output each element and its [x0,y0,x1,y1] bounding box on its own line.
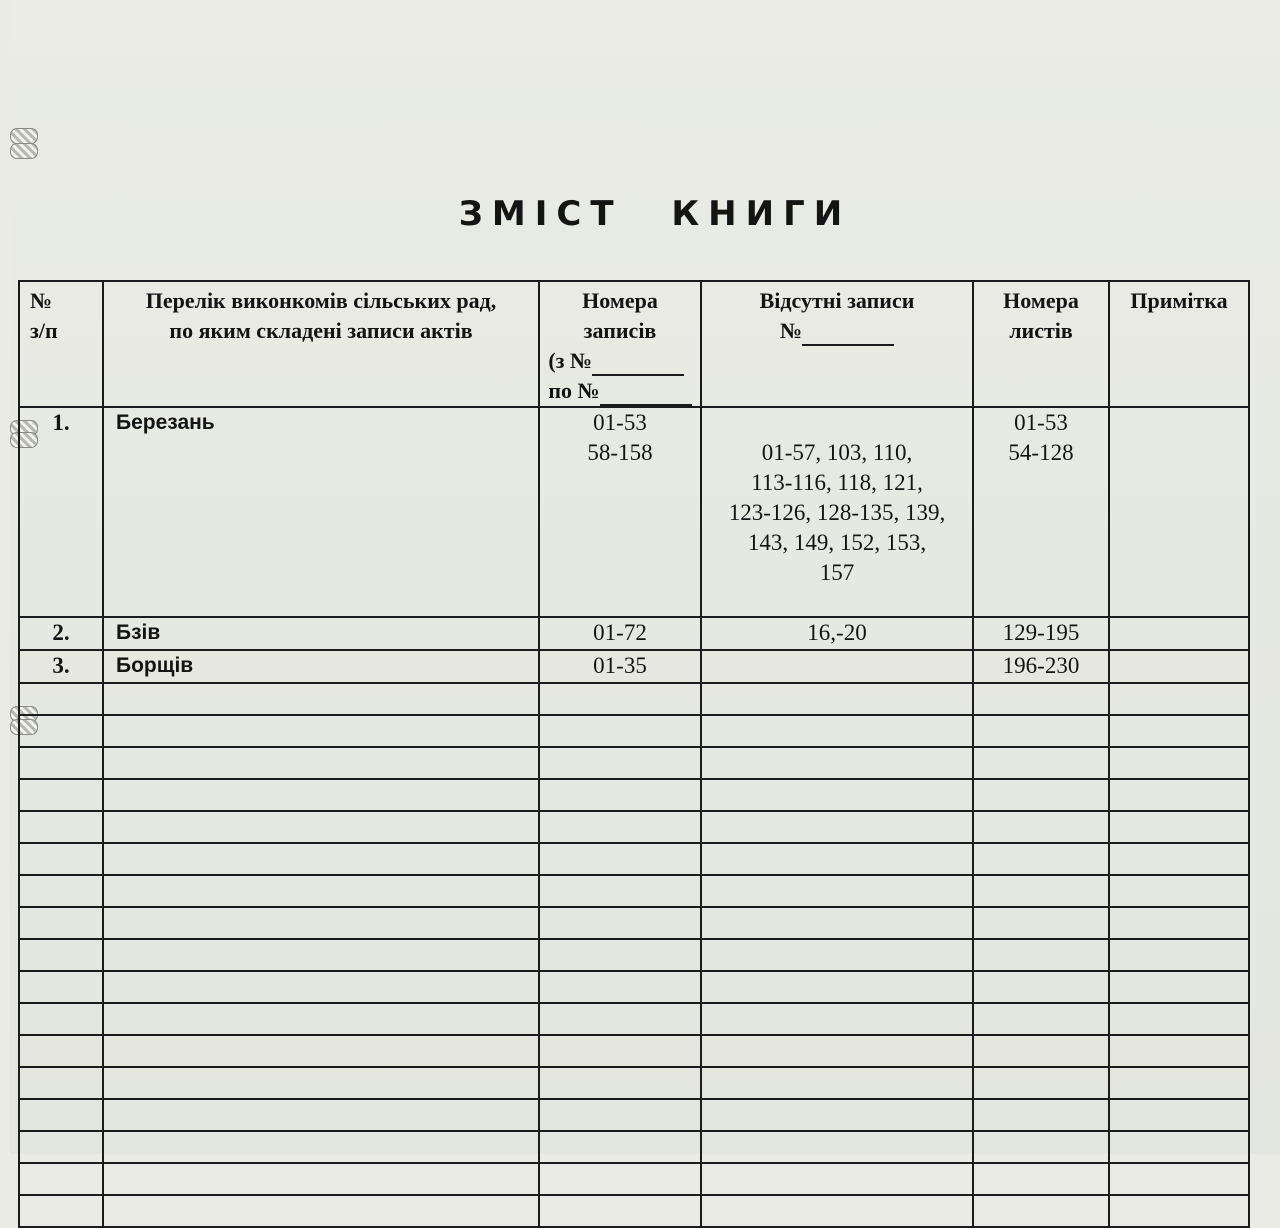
empty-cell [973,747,1109,779]
empty-cell [973,715,1109,747]
empty-cell [539,1035,701,1067]
empty-cell [701,683,973,715]
header-council-list-line2: по яким складені записи актів [169,318,473,343]
empty-cell [539,747,701,779]
empty-cell [973,1035,1109,1067]
empty-cell [103,811,539,843]
row-number: 3. [19,650,103,683]
empty-cell [973,939,1109,971]
empty-cell [701,1003,973,1035]
empty-cell [539,939,701,971]
empty-cell [19,1067,103,1099]
empty-table-row [19,779,1249,811]
empty-cell [973,907,1109,939]
empty-cell [19,907,103,939]
record-range: 01-53 [593,410,647,435]
empty-cell [701,875,973,907]
empty-table-row [19,1099,1249,1131]
empty-cell [1109,779,1249,811]
empty-cell [701,747,973,779]
empty-cell [103,747,539,779]
sheet-range: 01-53 [1014,410,1068,435]
empty-cell [19,843,103,875]
empty-cell [973,811,1109,843]
empty-cell [539,1067,701,1099]
empty-cell [1109,939,1249,971]
empty-cell [19,779,103,811]
empty-cell [19,683,103,715]
empty-cell [19,971,103,1003]
row-number: 1. [19,407,103,617]
empty-table-row [19,1195,1249,1227]
sheet-range: 54-128 [1008,440,1074,465]
empty-cell [103,1099,539,1131]
blank-line [592,352,684,376]
header-records-from: (з № [548,348,593,373]
empty-cell [1109,1163,1249,1195]
binding-ring [10,128,38,144]
empty-cell [103,1067,539,1099]
contents-table [18,280,1250,1228]
note-cell [1109,650,1249,683]
binding-ring [10,143,38,159]
header-council-list [103,281,539,407]
empty-cell [701,715,973,747]
empty-cell [103,875,539,907]
header-missing-line1: Відсутні записи [759,288,915,313]
header-note: Примітка [1109,281,1249,407]
empty-table-row [19,683,1249,715]
sheet-numbers [973,407,1109,617]
table-row [19,650,1249,683]
empty-cell [539,843,701,875]
empty-cell [1109,875,1249,907]
missing-records: 16,-20 [701,617,973,650]
missing-line: 157 [819,560,855,585]
empty-cell [701,939,973,971]
empty-cell [19,715,103,747]
empty-cell [701,1067,973,1099]
empty-cell [1109,1067,1249,1099]
empty-cell [701,779,973,811]
empty-cell [539,971,701,1003]
empty-cell [539,683,701,715]
empty-cell [701,1195,973,1227]
empty-cell [103,843,539,875]
empty-cell [19,939,103,971]
empty-cell [973,1067,1109,1099]
empty-cell [701,971,973,1003]
council-name: Бзів [103,617,539,650]
header-record-numbers-line1: Номера [582,288,658,313]
header-sheet-numbers-line1: Номера [1003,288,1079,313]
empty-cell [103,939,539,971]
empty-cell [973,1099,1109,1131]
missing-line: 123-126, 128-135, 139, [728,500,946,525]
empty-cell [973,875,1109,907]
empty-cell [19,1035,103,1067]
empty-cell [103,971,539,1003]
empty-cell [539,1131,701,1163]
empty-cell [701,1163,973,1195]
empty-cell [1109,747,1249,779]
header-sheet-numbers [973,281,1109,407]
empty-cell [701,1099,973,1131]
empty-cell [103,1003,539,1035]
empty-cell [1109,1035,1249,1067]
empty-cell [103,1131,539,1163]
empty-cell [973,1131,1109,1163]
empty-cell [973,971,1109,1003]
empty-table-row [19,971,1249,1003]
empty-table-row [19,939,1249,971]
empty-cell [1109,1131,1249,1163]
empty-cell [539,1003,701,1035]
empty-cell [701,1035,973,1067]
empty-cell [103,1035,539,1067]
empty-cell [19,1099,103,1131]
empty-cell [539,1163,701,1195]
empty-cell [1109,843,1249,875]
empty-cell [539,1099,701,1131]
header-records-to: по № [548,378,600,403]
header-number-line1: № [30,288,53,313]
missing-line: 01-57, 103, 110, [761,440,913,465]
empty-cell [539,715,701,747]
empty-cell [539,779,701,811]
empty-table-row [19,715,1249,747]
table-row [19,617,1249,650]
empty-cell [103,907,539,939]
empty-cell [1109,811,1249,843]
header-row [19,281,1249,407]
missing-records [701,407,973,617]
empty-cell [973,683,1109,715]
empty-table-row [19,1067,1249,1099]
empty-cell [973,1003,1109,1035]
page-title: ЗМІСТ КНИГИ [458,194,852,234]
header-missing-line2: № [779,318,803,343]
empty-cell [973,843,1109,875]
row-number: 2. [19,617,103,650]
header-record-numbers [539,281,701,407]
blank-line [802,322,894,346]
empty-cell [103,779,539,811]
empty-table-row [19,1163,1249,1195]
record-numbers: 01-35 [539,650,701,683]
empty-cell [973,1163,1109,1195]
record-range: 58-158 [587,440,653,465]
header-number-line2: з/п [30,318,58,343]
empty-cell [19,811,103,843]
missing-records [701,650,973,683]
note-cell [1109,617,1249,650]
table-row [19,407,1249,617]
empty-cell [1109,683,1249,715]
empty-cell [19,1195,103,1227]
empty-cell [19,1003,103,1035]
council-name: Березань [103,407,539,617]
record-numbers [539,407,701,617]
empty-cell [19,1163,103,1195]
empty-cell [1109,907,1249,939]
empty-cell [19,747,103,779]
blank-line [600,382,692,406]
empty-cell [539,875,701,907]
missing-line: 113-116, 118, 121, [751,470,923,495]
empty-cell [539,1195,701,1227]
header-number [19,281,103,407]
empty-cell [1109,715,1249,747]
empty-cell [103,715,539,747]
empty-cell [701,843,973,875]
empty-table-row [19,1131,1249,1163]
empty-cell [539,811,701,843]
empty-cell [19,875,103,907]
council-name: Борщів [103,650,539,683]
empty-cell [1109,971,1249,1003]
empty-cell [701,1131,973,1163]
sheet-numbers: 129-195 [973,617,1109,650]
missing-line: 143, 149, 152, 153, [747,530,927,555]
empty-cell [973,1195,1109,1227]
empty-cell [1109,1003,1249,1035]
empty-cell [103,1163,539,1195]
empty-table-row [19,907,1249,939]
empty-cell [701,811,973,843]
empty-table-row [19,811,1249,843]
empty-cell [103,683,539,715]
record-numbers: 01-72 [539,617,701,650]
header-council-list-line1: Перелік виконкомів сільських рад, [145,288,497,313]
sheet-numbers: 196-230 [973,650,1109,683]
empty-cell [103,1195,539,1227]
empty-cell [1109,1195,1249,1227]
empty-cell [973,779,1109,811]
empty-cell [539,907,701,939]
empty-table-row [19,1003,1249,1035]
empty-cell [19,1131,103,1163]
empty-table-row [19,1035,1249,1067]
header-sheet-numbers-line2: листів [1009,318,1073,343]
header-record-numbers-line2: записів [583,318,657,343]
empty-cell [1109,1099,1249,1131]
empty-cell [701,907,973,939]
empty-table-row [19,875,1249,907]
empty-table-row [19,843,1249,875]
note-cell [1109,407,1249,617]
empty-table-row [19,747,1249,779]
header-missing-records [701,281,973,407]
